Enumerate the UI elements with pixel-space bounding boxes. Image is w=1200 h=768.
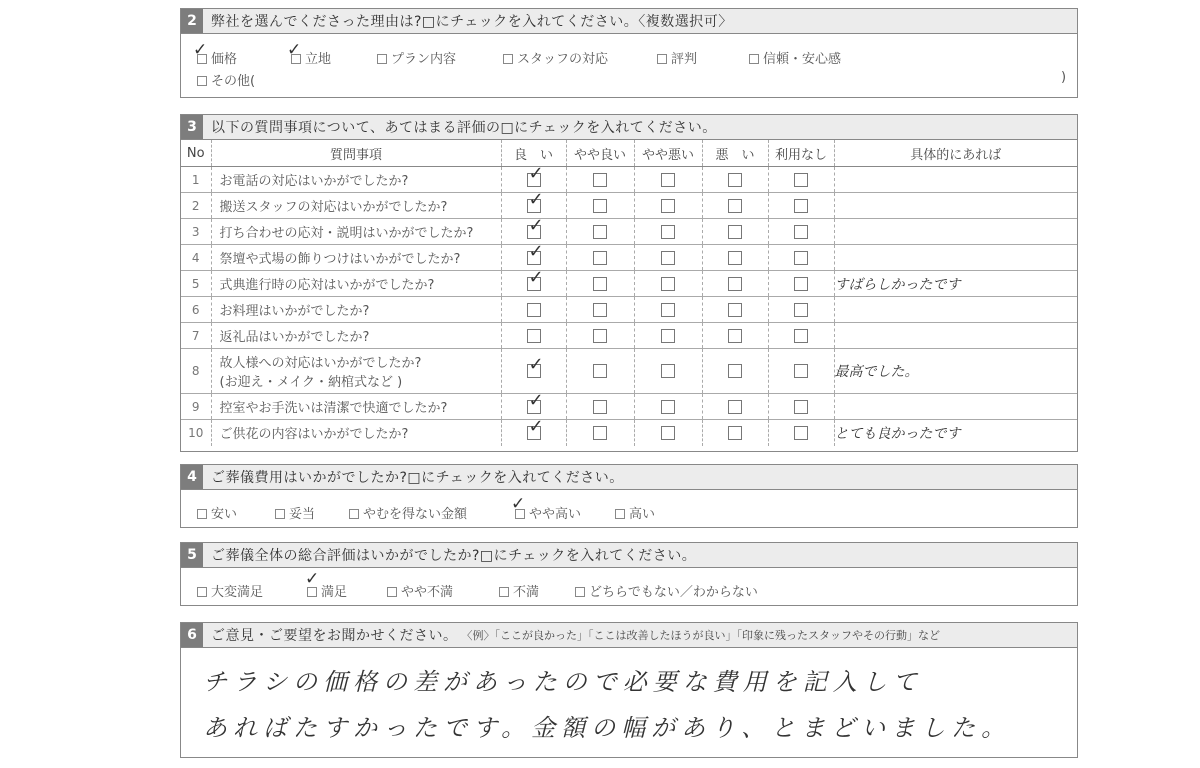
rating-checkbox[interactable]: [728, 303, 742, 317]
checkbox[interactable]: [197, 54, 207, 64]
rating-checkbox[interactable]: [794, 364, 808, 378]
rating-checkbox[interactable]: [661, 251, 675, 265]
checkbox[interactable]: [615, 509, 625, 519]
cost-option-unavoidable[interactable]: [349, 503, 467, 522]
question-text: [211, 323, 501, 349]
option-label: 評判: [671, 52, 698, 67]
question-line: 故人様への対応はいかがでしたか?: [219, 356, 422, 371]
option-label: プラン内容: [391, 52, 457, 67]
checkbox[interactable]: [749, 54, 759, 64]
reason-option-staff[interactable]: [503, 48, 608, 67]
rating-checkbox[interactable]: [794, 303, 808, 317]
rating-checkbox[interactable]: [794, 400, 808, 414]
question-line: お料理はいかがでしたか?: [219, 304, 370, 319]
option-label: 不満: [513, 585, 540, 600]
section-3-number: 3: [181, 115, 203, 139]
reason-option-other[interactable]: [197, 70, 255, 89]
checkbox[interactable]: [349, 509, 359, 519]
cost-option-slightly-high[interactable]: [515, 503, 581, 522]
rating-checkbox[interactable]: [527, 415, 544, 440]
checkbox[interactable]: [387, 587, 397, 597]
rating-checkbox[interactable]: [794, 251, 808, 265]
rating-checkbox[interactable]: [728, 400, 742, 414]
rating-cell: [702, 245, 768, 271]
rating-cell: [768, 219, 834, 245]
rating-cell: [501, 266, 566, 297]
rating-cell: [634, 420, 702, 446]
rating-checkbox[interactable]: [527, 162, 544, 187]
rating-checkbox[interactable]: [593, 173, 607, 187]
question-line: 祭壇や式場の飾りつけはいかがでしたか?: [219, 252, 461, 267]
section-4-title: ご葬儀費用はいかがでしたか?□にチェックを入れてください。: [211, 470, 624, 486]
checkbox[interactable]: [197, 587, 207, 597]
rating-checkbox[interactable]: [794, 173, 808, 187]
checkbox[interactable]: [197, 509, 207, 519]
section-5-overall: [180, 542, 1078, 606]
row-number: 10: [181, 420, 211, 446]
table-row: [181, 167, 1077, 193]
reason-option-reputation[interactable]: [657, 48, 697, 67]
table-row: [181, 271, 1077, 297]
rating-cell: [634, 271, 702, 297]
table-row: [181, 193, 1077, 219]
reason-option-location[interactable]: [291, 48, 331, 67]
checkbox[interactable]: [503, 54, 513, 64]
table-row: [181, 394, 1077, 420]
section-6-header: [181, 623, 1077, 648]
section-2-number: 2: [181, 9, 203, 33]
option-label: 妥当: [289, 507, 316, 522]
rating-checkbox[interactable]: [661, 329, 675, 343]
rating-checkbox[interactable]: [728, 199, 742, 213]
row-number: 9: [181, 394, 211, 420]
rating-checkbox[interactable]: [661, 277, 675, 291]
check-mark: ✓: [528, 266, 544, 288]
section-3-evaluation: [180, 114, 1078, 452]
header-fairly-good: やや良い: [566, 140, 634, 167]
question-text: [211, 219, 501, 245]
rating-cell: [702, 349, 768, 394]
comment-cell[interactable]: [834, 245, 1077, 271]
rating-cell: [634, 219, 702, 245]
option-label: 安い: [211, 507, 238, 522]
rating-checkbox[interactable]: [728, 173, 742, 187]
table-row: [181, 349, 1077, 394]
other-close-paren: ): [1061, 70, 1067, 85]
rating-checkbox[interactable]: [794, 426, 808, 440]
rating-cell: [702, 219, 768, 245]
comment-cell[interactable]: [834, 167, 1077, 193]
check-mark: ✓: [528, 240, 544, 262]
row-number: 8: [181, 349, 211, 394]
rating-cell: [566, 420, 634, 446]
question-text: [211, 167, 501, 193]
check-mark: ✓: [528, 214, 544, 236]
rating-cell: [566, 297, 634, 323]
rating-cell: [566, 323, 634, 349]
option-label: やや不満: [401, 585, 454, 600]
rating-cell: [768, 271, 834, 297]
comment-cell[interactable]: [834, 394, 1077, 420]
rating-checkbox[interactable]: [527, 214, 544, 239]
section-5-title: ご葬儀全体の総合評価はいかがでしたか?□にチェックを入れてください。: [211, 548, 697, 564]
rating-checkbox[interactable]: [794, 277, 808, 291]
section-6-opinions: [180, 622, 1078, 758]
option-label: 信頼・安心感: [763, 52, 842, 67]
rating-checkbox[interactable]: [661, 364, 675, 378]
checkbox[interactable]: [575, 587, 585, 597]
check-mark: ✓: [528, 188, 544, 210]
section-2-reason: [180, 8, 1078, 98]
checkbox[interactable]: [291, 54, 301, 64]
rating-checkbox[interactable]: [661, 400, 675, 414]
row-number: 4: [181, 245, 211, 271]
rating-checkbox[interactable]: [728, 225, 742, 239]
comment-cell[interactable]: [834, 193, 1077, 219]
rating-cell: [566, 167, 634, 193]
question-text: [211, 297, 501, 323]
rating-cell: [702, 193, 768, 219]
section-3-header: [181, 115, 1077, 140]
check-mark: ✓: [193, 40, 208, 60]
option-label: その他(: [211, 74, 256, 89]
rating-checkbox[interactable]: [728, 426, 742, 440]
rating-cell: [566, 219, 634, 245]
question-subline: (お迎え・メイク・納棺式など ): [219, 375, 403, 390]
header-not-used: 利用なし: [768, 140, 834, 167]
cost-option-cheap[interactable]: [197, 503, 237, 522]
reason-option-plan[interactable]: [377, 48, 456, 67]
rating-cell: [768, 245, 834, 271]
rating-cell: [634, 167, 702, 193]
checkbox[interactable]: [499, 587, 509, 597]
checkbox[interactable]: [377, 54, 387, 64]
header-no: No: [181, 140, 211, 167]
row-number: 5: [181, 271, 211, 297]
header-question: 質問事項: [211, 140, 501, 167]
rating-checkbox[interactable]: [661, 199, 675, 213]
rating-checkbox[interactable]: [527, 188, 544, 213]
header-fairly-bad: やや悪い: [634, 140, 702, 167]
check-mark: ✓: [528, 415, 544, 437]
check-mark: ✓: [528, 389, 544, 411]
comment-cell[interactable]: とても良かったです: [834, 420, 1077, 446]
rating-cell: [702, 167, 768, 193]
rating-cell: [634, 349, 702, 394]
section-6-number: 6: [181, 623, 203, 647]
evaluation-table: [181, 140, 1077, 446]
rating-checkbox[interactable]: [593, 251, 607, 265]
cost-option-reasonable[interactable]: [275, 503, 315, 522]
rating-checkbox[interactable]: [728, 251, 742, 265]
question-line: ご供花の内容はいかがでしたか?: [219, 427, 409, 443]
question-text: [211, 394, 501, 420]
question-line: お電話の対応はいかがでしたか?: [219, 174, 409, 189]
section-6-example-note: 〈例〉「ここが良かった」「ここは改善したほうが良い」「印象に残ったスタッフやその行動」など: [461, 629, 940, 642]
rating-cell: [566, 193, 634, 219]
rating-cell: [768, 349, 834, 394]
rating-checkbox[interactable]: [593, 329, 607, 343]
table-row: [181, 297, 1077, 323]
rating-cell: [702, 323, 768, 349]
rating-checkbox[interactable]: [794, 199, 808, 213]
rating-checkbox[interactable]: [527, 354, 544, 378]
rating-checkbox[interactable]: [728, 329, 742, 343]
rating-checkbox[interactable]: [593, 426, 607, 440]
question-text: [211, 349, 501, 394]
section-4-header: [181, 465, 1077, 490]
overall-option-neither[interactable]: [575, 581, 758, 600]
rating-cell: [634, 193, 702, 219]
rating-cell: [634, 323, 702, 349]
option-label: スタッフの対応: [517, 52, 609, 67]
question-text: [211, 245, 501, 271]
rating-cell: [566, 271, 634, 297]
option-label: 立地: [305, 52, 332, 67]
rating-checkbox[interactable]: [527, 303, 541, 317]
rating-cell: [702, 271, 768, 297]
checkbox[interactable]: [197, 76, 207, 86]
question-text: [211, 193, 501, 219]
cost-option-high[interactable]: [615, 503, 655, 522]
checkbox[interactable]: [515, 509, 525, 519]
header-bad: 悪 い: [702, 140, 768, 167]
rating-cell: [634, 245, 702, 271]
question-line: 返礼品はいかがでしたか?: [219, 330, 370, 345]
rating-cell: [501, 323, 566, 349]
question-line: 式典進行時の応対はいかがでしたか?: [219, 278, 435, 293]
comment-cell[interactable]: [834, 297, 1077, 323]
option-label: 価格: [211, 52, 238, 67]
section-4-number: 4: [181, 465, 203, 489]
rating-cell: [702, 297, 768, 323]
table-row: [181, 219, 1077, 245]
overall-option-very-satisfied[interactable]: [197, 581, 263, 600]
check-mark: ✓: [287, 40, 302, 60]
rating-checkbox[interactable]: [728, 364, 742, 378]
rating-cell: [702, 420, 768, 446]
check-mark: ✓: [528, 354, 544, 375]
section-5-number: 5: [181, 543, 203, 567]
rating-cell: [768, 167, 834, 193]
question-text: [211, 271, 501, 297]
rating-cell: [702, 394, 768, 420]
rating-checkbox[interactable]: [661, 303, 675, 317]
section-5-header: [181, 543, 1077, 568]
option-label: やむを得ない金額: [363, 507, 468, 522]
check-mark: ✓: [511, 494, 526, 514]
rating-cell: [634, 394, 702, 420]
section-4-cost: [180, 464, 1078, 528]
table-row: [181, 420, 1077, 446]
option-label: 大変満足: [211, 585, 264, 600]
rating-cell: [566, 394, 634, 420]
overall-option-slightly-dissatisfied[interactable]: [387, 581, 453, 600]
checkbox[interactable]: [307, 587, 317, 597]
option-label: やや高い: [529, 507, 582, 522]
rating-checkbox[interactable]: [593, 303, 607, 317]
rating-checkbox[interactable]: [527, 389, 544, 414]
check-mark: ✓: [305, 569, 320, 589]
rating-checkbox[interactable]: [728, 277, 742, 291]
reason-option-trust[interactable]: [749, 48, 841, 67]
comment-cell[interactable]: [834, 323, 1077, 349]
header-comment: 具体的にあれば: [834, 140, 1077, 167]
rating-checkbox[interactable]: [661, 173, 675, 187]
rating-checkbox[interactable]: [593, 199, 607, 213]
rating-cell: [768, 420, 834, 446]
row-number: 1: [181, 167, 211, 193]
rating-cell: [566, 245, 634, 271]
table-row: [181, 323, 1077, 349]
row-number: 2: [181, 193, 211, 219]
overall-option-dissatisfied[interactable]: [499, 581, 539, 600]
rating-checkbox[interactable]: [593, 364, 607, 378]
checkbox[interactable]: [275, 509, 285, 519]
handwritten-line-1: チラシの価格の差があったので必要な費用を記入して: [203, 668, 923, 696]
overall-option-satisfied[interactable]: [307, 581, 347, 600]
rating-checkbox[interactable]: [527, 240, 544, 265]
rating-cell: [634, 297, 702, 323]
table-row: [181, 245, 1077, 271]
row-number: 7: [181, 323, 211, 349]
rating-cell: [501, 349, 566, 394]
rating-checkbox[interactable]: [661, 426, 675, 440]
opinion-text-area[interactable]: [181, 648, 1077, 758]
option-label: 高い: [629, 507, 656, 522]
question-line: 控室やお手洗いは清潔で快適でしたか?: [219, 401, 448, 416]
option-label: どちらでもない／わからない: [589, 585, 758, 600]
handwritten-line-2: あればたすかったです。金額の幅があり、とまどいました。: [203, 714, 1012, 742]
header-good: 良 い: [501, 140, 566, 167]
comment-cell[interactable]: すばらしかったです: [834, 271, 1077, 297]
option-label: 満足: [321, 585, 348, 600]
rating-checkbox[interactable]: [794, 329, 808, 343]
rating-cell: [566, 349, 634, 394]
question-text: [211, 420, 501, 446]
reason-option-price[interactable]: [197, 48, 237, 67]
rating-checkbox[interactable]: [593, 277, 607, 291]
check-mark: ✓: [528, 162, 544, 184]
rating-cell: [768, 297, 834, 323]
rating-cell: [768, 193, 834, 219]
table-header-row: [181, 140, 1077, 167]
rating-checkbox[interactable]: [593, 400, 607, 414]
row-number: 3: [181, 219, 211, 245]
rating-checkbox[interactable]: [527, 266, 544, 291]
question-line: 搬送スタッフの対応はいかがでしたか?: [219, 200, 448, 215]
rating-cell: [501, 297, 566, 323]
rating-cell: [501, 415, 566, 446]
rating-checkbox[interactable]: [527, 329, 541, 343]
rating-checkbox[interactable]: [593, 225, 607, 239]
checkbox[interactable]: [657, 54, 667, 64]
rating-cell: [768, 323, 834, 349]
rating-checkbox[interactable]: [661, 225, 675, 239]
section-2-title: 弊社を選んでくださった理由は?□にチェックを入れてください。〈複数選択可〉: [211, 14, 733, 30]
comment-cell[interactable]: [834, 219, 1077, 245]
section-6-title: ご意見・ご要望をお聞かせください。: [211, 628, 458, 644]
comment-cell[interactable]: 最高でした。: [834, 349, 1077, 394]
rating-cell: [768, 394, 834, 420]
question-line: 打ち合わせの応対・説明はいかがでしたか?: [219, 226, 474, 241]
rating-checkbox[interactable]: [794, 225, 808, 239]
row-number: 6: [181, 297, 211, 323]
section-3-title: 以下の質問事項について、あてはまる評価の□にチェックを入れてください。: [211, 120, 717, 136]
section-2-header: [181, 9, 1077, 34]
